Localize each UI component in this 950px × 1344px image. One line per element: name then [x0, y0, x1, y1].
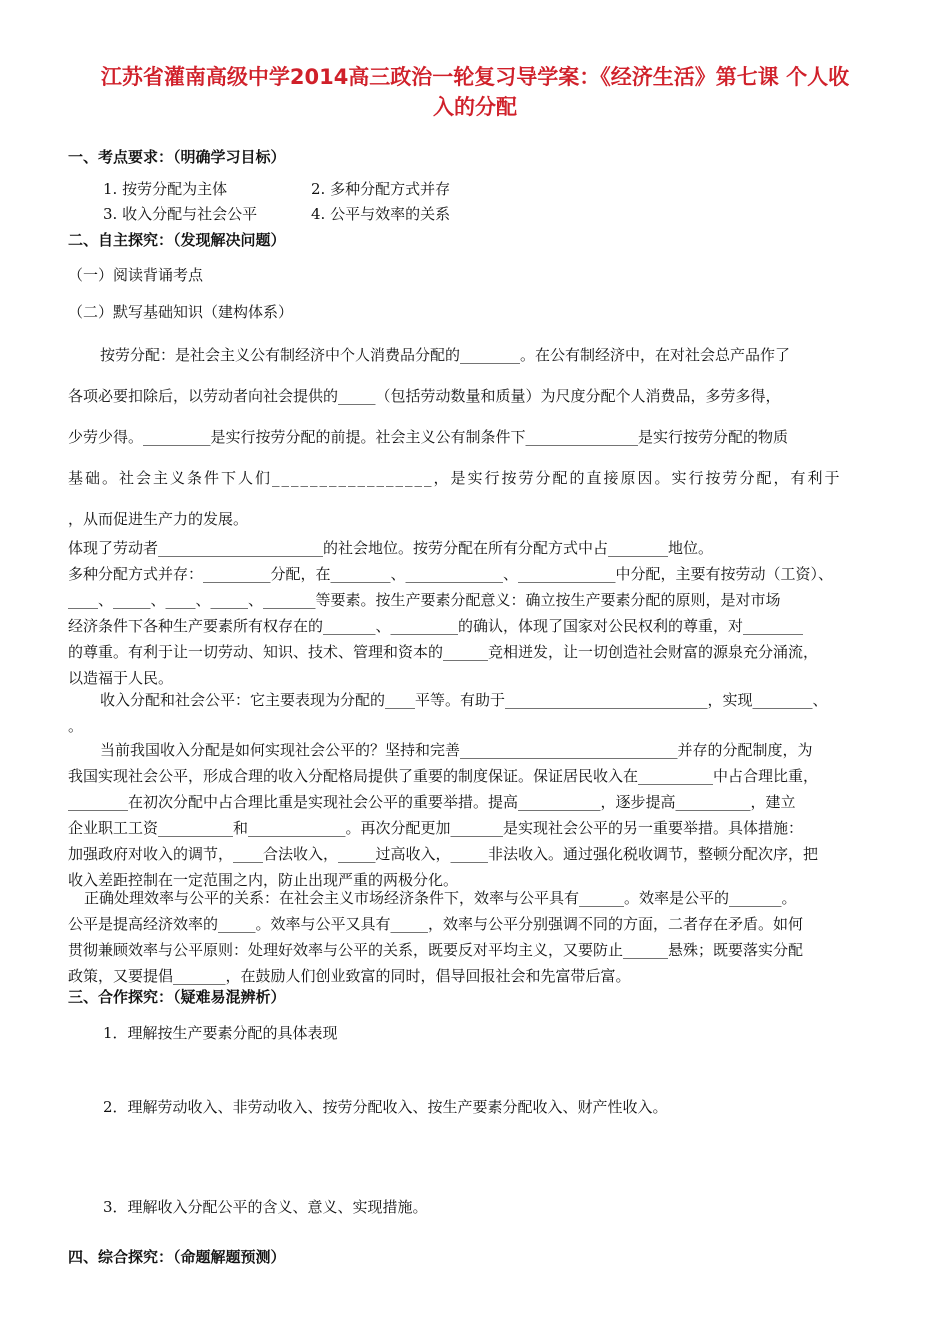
paragraph-line: 收入分配和社会公平：它主要表现为分配的____平等。有助于___________________________，实现________、 — [100, 691, 828, 709]
objective-2: 2. 多种分配方式并存 — [311, 180, 451, 198]
paragraph-social-equity — [68, 687, 892, 739]
paragraph-line: 收入差距控制在一定范围之内，防止出现严重的两极分化。 — [68, 871, 459, 889]
paragraph-line: 加强政府对收入的调节，____合法收入，_____过高收入，_____非法收入。通过强化税收调节，整顿分配次序，把 — [68, 845, 819, 863]
section-heading-3: 三、合作探究：（疑难易混辨析） — [68, 988, 286, 1006]
paragraph-line: 按劳分配：是社会主义公有制经济中个人消费品分配的________。在公有制经济中，在对社会总产品作了 — [100, 346, 791, 364]
section-heading-4: 四、综合探究：（命题解题预测） — [68, 1248, 286, 1266]
paragraph-line: 少劳少得。_________是实行按劳分配的前提。社会主义公有制条件下_______________是实行按劳分配的物质 — [68, 428, 789, 446]
paragraph-line: ____、_____、____、_____、_______等要素。按生产要素分配意义：确立按生产要素分配的原则，是对市场 — [68, 591, 781, 609]
objective-1: 1. 按劳分配为主体 — [103, 180, 228, 198]
paragraph-efficiency-equity — [68, 885, 892, 989]
paragraph-line: 基础。社会主义条件下人们_________________，是实行按劳分配的直接原因。实行按劳分配，有利于 — [68, 469, 842, 487]
paragraph-line: 贯彻兼顾效率与公平原则：处理好效率与公平的关系，既要反对平均主义，又要防止______悬殊；既要落实分配 — [68, 941, 804, 959]
paragraph-line: 企业职工工资__________和_____________。再次分配更加_______是实现社会公平的另一重要举措。具体措施： — [68, 819, 804, 837]
subsection-a: （一）阅读背诵考点 — [68, 266, 204, 284]
paragraph-line: 经济条件下各种生产要素所有权存在的_______、_________的确认，体现了国家对公民权利的尊重，对________ — [68, 617, 804, 635]
title-line-2: 入的分配 — [433, 95, 517, 119]
paragraph-line: 政策，又要提倡_______，在鼓励人们创业致富的同时，倡导回报社会和先富带后富。 — [68, 967, 631, 985]
question-2: 2．理解劳动收入、非劳动收入、按劳分配收入、按生产要素分配收入、财产性收入。 — [103, 1098, 668, 1116]
paragraph-line: 。 — [68, 717, 84, 735]
paragraph-distribution-by-labor — [68, 335, 892, 540]
paragraph-line: ，从而促进生产力的发展。 — [68, 510, 249, 528]
section-heading-2: 二、自主探究：（发现解决问题） — [68, 231, 286, 249]
paragraph-line: 体现了劳动者______________________的社会地位。按劳分配在所有分配方式中占________地位。 — [68, 539, 714, 557]
document-title — [60, 62, 890, 122]
subsection-b: （二）默写基础知识（建构体系） — [68, 303, 294, 321]
paragraph-line: 以造福于人民。 — [68, 669, 174, 687]
question-1: 1．理解按生产要素分配的具体表现 — [103, 1024, 338, 1042]
paragraph-line: 多种分配方式并存：_________分配，在________、_____________、_____________中分配，主要有按劳动（工资）、 — [68, 565, 834, 583]
paragraph-line: ________在初次分配中占合理比重是实现社会公平的重要举措。提高___________，逐步提高__________，建立 — [68, 793, 796, 811]
paragraph-line: 我国实现社会公平，形成合理的收入分配格局提供了重要的制度保证。保证居民收入在__________中占合理比重， — [68, 767, 819, 785]
paragraph-line: 公平是提高经济效率的_____。效率与公平又具有_____，效率与公平分别强调不同的方面，二者存在矛盾。如何 — [68, 915, 804, 933]
title-line-1: 江苏省灌南高级中学2014高三政治一轮复习导学案：《经济生活》第七课 个人收 — [100, 65, 850, 89]
paragraph-line: 当前我国收入分配是如何实现社会公平的？坚持和完善_____________________________并存的分配制度，为 — [100, 741, 813, 759]
objective-4: 4. 公平与效率的关系 — [311, 205, 451, 223]
paragraph-line: 的尊重。有利于让一切劳动、知识、技术、管理和资本的______竞相迸发，让一切创造社会财富的源泉充分涌流， — [68, 643, 819, 661]
paragraph-multiple-distribution — [68, 535, 892, 691]
question-3: 3．理解收入分配公平的含义、意义、实现措施。 — [103, 1198, 428, 1216]
paragraph-current-equity — [68, 737, 892, 893]
objective-3: 3. 收入分配与社会公平 — [103, 205, 258, 223]
section-heading-1: 一、考点要求：（明确学习目标） — [68, 148, 286, 166]
paragraph-line: 各项必要扣除后，以劳动者向社会提供的_____（包括劳动数量和质量）为尺度分配个人消费品，多劳多得， — [68, 387, 781, 405]
paragraph-line: 正确处理效率与公平的关系：在社会主义市场经济条件下，效率与公平具有______。效率是公平的_______。 — [84, 889, 797, 907]
